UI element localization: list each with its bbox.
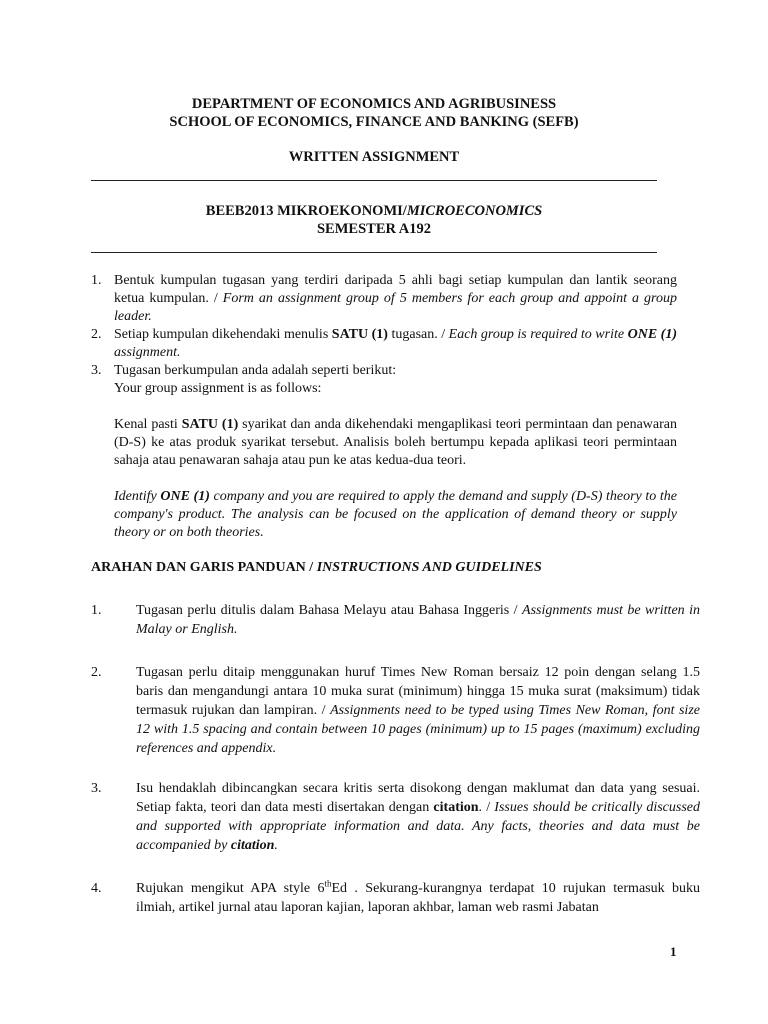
guideline-3-malay-end: . / (478, 800, 495, 815)
guideline-3-malay: Isu hendaklah dibincangkan secara kritis serta disokong dengan maklumat dan data yang sesuai. Setiap fakta, teori dan data mesti disertakan dengan (136, 781, 700, 815)
course-name-english: MICROECONOMICS (406, 203, 543, 219)
task-2-malay-end: tugasan. / (387, 327, 449, 342)
header-divider (91, 180, 657, 181)
task-3-intro-malay: Tugasan berkumpulan anda adalah seperti berikut: (114, 363, 397, 378)
task-2-english-bold: ONE (1) (627, 327, 678, 342)
task-1-text (114, 272, 677, 326)
guideline-4-lead: Rujukan mengikut APA style 6 (136, 881, 325, 896)
course-divider (91, 252, 657, 253)
course-heading (91, 202, 657, 220)
task-3-english-body: company and you are required to apply the demand and supply (D-S) theory to the company's product. The analysis can be focused on the application of demand theory or supply theory or on both theories. (114, 489, 677, 540)
guidelines-heading-malay: ARAHAN DAN GARIS PANDUAN / (91, 560, 317, 575)
guideline-2-english: Assignments need to be typed using Times New Roman, font size 12 with 1.5 spacing and contain between 10 pages (minimum) up to 15 pages (maximum) excluding references and appendix. (136, 703, 700, 756)
guideline-3-text (136, 779, 700, 855)
guideline-number: 4. (91, 881, 102, 896)
task-3-malay-bold: SATU (1) (181, 417, 239, 432)
guidelines-heading (91, 560, 542, 576)
department-heading: DEPARTMENT OF ECONOMICS AND AGRIBUSINESS (191, 96, 557, 112)
guideline-1-malay: Tugasan perlu ditulis dalam Bahasa Melayu atau Bahasa Inggeris / (136, 603, 523, 618)
guideline-3-english-end: . (274, 838, 278, 853)
task-2-english: Each group is required to write (448, 327, 628, 342)
guideline-1-text (136, 601, 700, 639)
guideline-3-english: Issues should be critically discussed and supported with appropriate information and data. Any facts, theories and data must be accompanied by (136, 800, 701, 853)
guideline-4-text (136, 879, 700, 917)
task-2-bold: SATU (1) (331, 327, 388, 342)
course-code: BEEB2013 MIKROEKONOMI/ (205, 203, 407, 219)
task-3-intro-english: Your group assignment is as follows: (114, 381, 322, 396)
task-number: 2. (91, 327, 102, 342)
task-number: 3. (91, 363, 102, 378)
guideline-number: 3. (91, 781, 102, 796)
page-number: 1 (670, 944, 677, 959)
task-1-english: Form an assignment group of 5 members for each group and appoint a group leader. (114, 291, 677, 324)
task-3-english-bold: ONE (1) (160, 489, 210, 504)
guideline-3-citation: citation (433, 800, 479, 815)
guideline-2-text (136, 663, 700, 758)
task-3-malay-body: syarikat dan anda dikehendaki mengaplikasi teori permintaan dan penawaran (D-S) ke atas produk syarikat tersebut. Analisis boleh bertumpu kepada aplikasi teori permintaan sahaja atau penawaran sahaja atau pun ke atas kedua-dua teori. (114, 417, 677, 468)
guideline-2-malay: Tugasan perlu ditaip menggunakan huruf Times New Roman bersaiz 12 poin dengan selang 1.5 baris dan mengandungi antara 10 muka surat (minimum) hingga 15 muka surat (maksimum) tidak termasuk rujukan dan lampiran. / (136, 665, 700, 718)
guidelines-heading-english: INSTRUCTIONS AND GUIDELINES (316, 560, 542, 575)
school-heading: SCHOOL OF ECONOMICS, FINANCE AND BANKING (SEFB) (169, 114, 579, 130)
task-3-english-lead: Identify (114, 489, 161, 504)
guideline-number: 2. (91, 665, 102, 680)
task-2-text (114, 326, 677, 362)
task-3-malay-lead: Kenal pasti (114, 417, 182, 432)
guideline-4-superscript: th (324, 878, 332, 889)
assignment-heading: WRITTEN ASSIGNMENT (288, 149, 460, 165)
guideline-4-body: Ed . Sekurang-kurangnya terdapat 10 rujukan termasuk buku ilmiah, artikel jurnal atau laporan kajian, laporan akhbar, laman web rasmi Jabatan (136, 881, 700, 915)
task-2-malay: Setiap kumpulan dikehendaki menulis (114, 327, 332, 342)
task-3-english-paragraph (114, 488, 677, 542)
guideline-3-english-citation: citation (230, 838, 275, 853)
guideline-number: 1. (91, 603, 102, 618)
task-number: 1. (91, 273, 102, 288)
task-2-english-end: assignment. (114, 345, 181, 360)
task-1-malay: Bentuk kumpulan tugasan yang terdiri daripada 5 ahli bagi setiap kumpulan dan lantik seorang ketua kumpulan. / (114, 273, 677, 306)
semester-heading: SEMESTER A192 (316, 221, 432, 237)
task-3-malay-paragraph (114, 416, 677, 470)
guideline-1-english: Assignments must be written in Malay or English. (136, 603, 700, 637)
